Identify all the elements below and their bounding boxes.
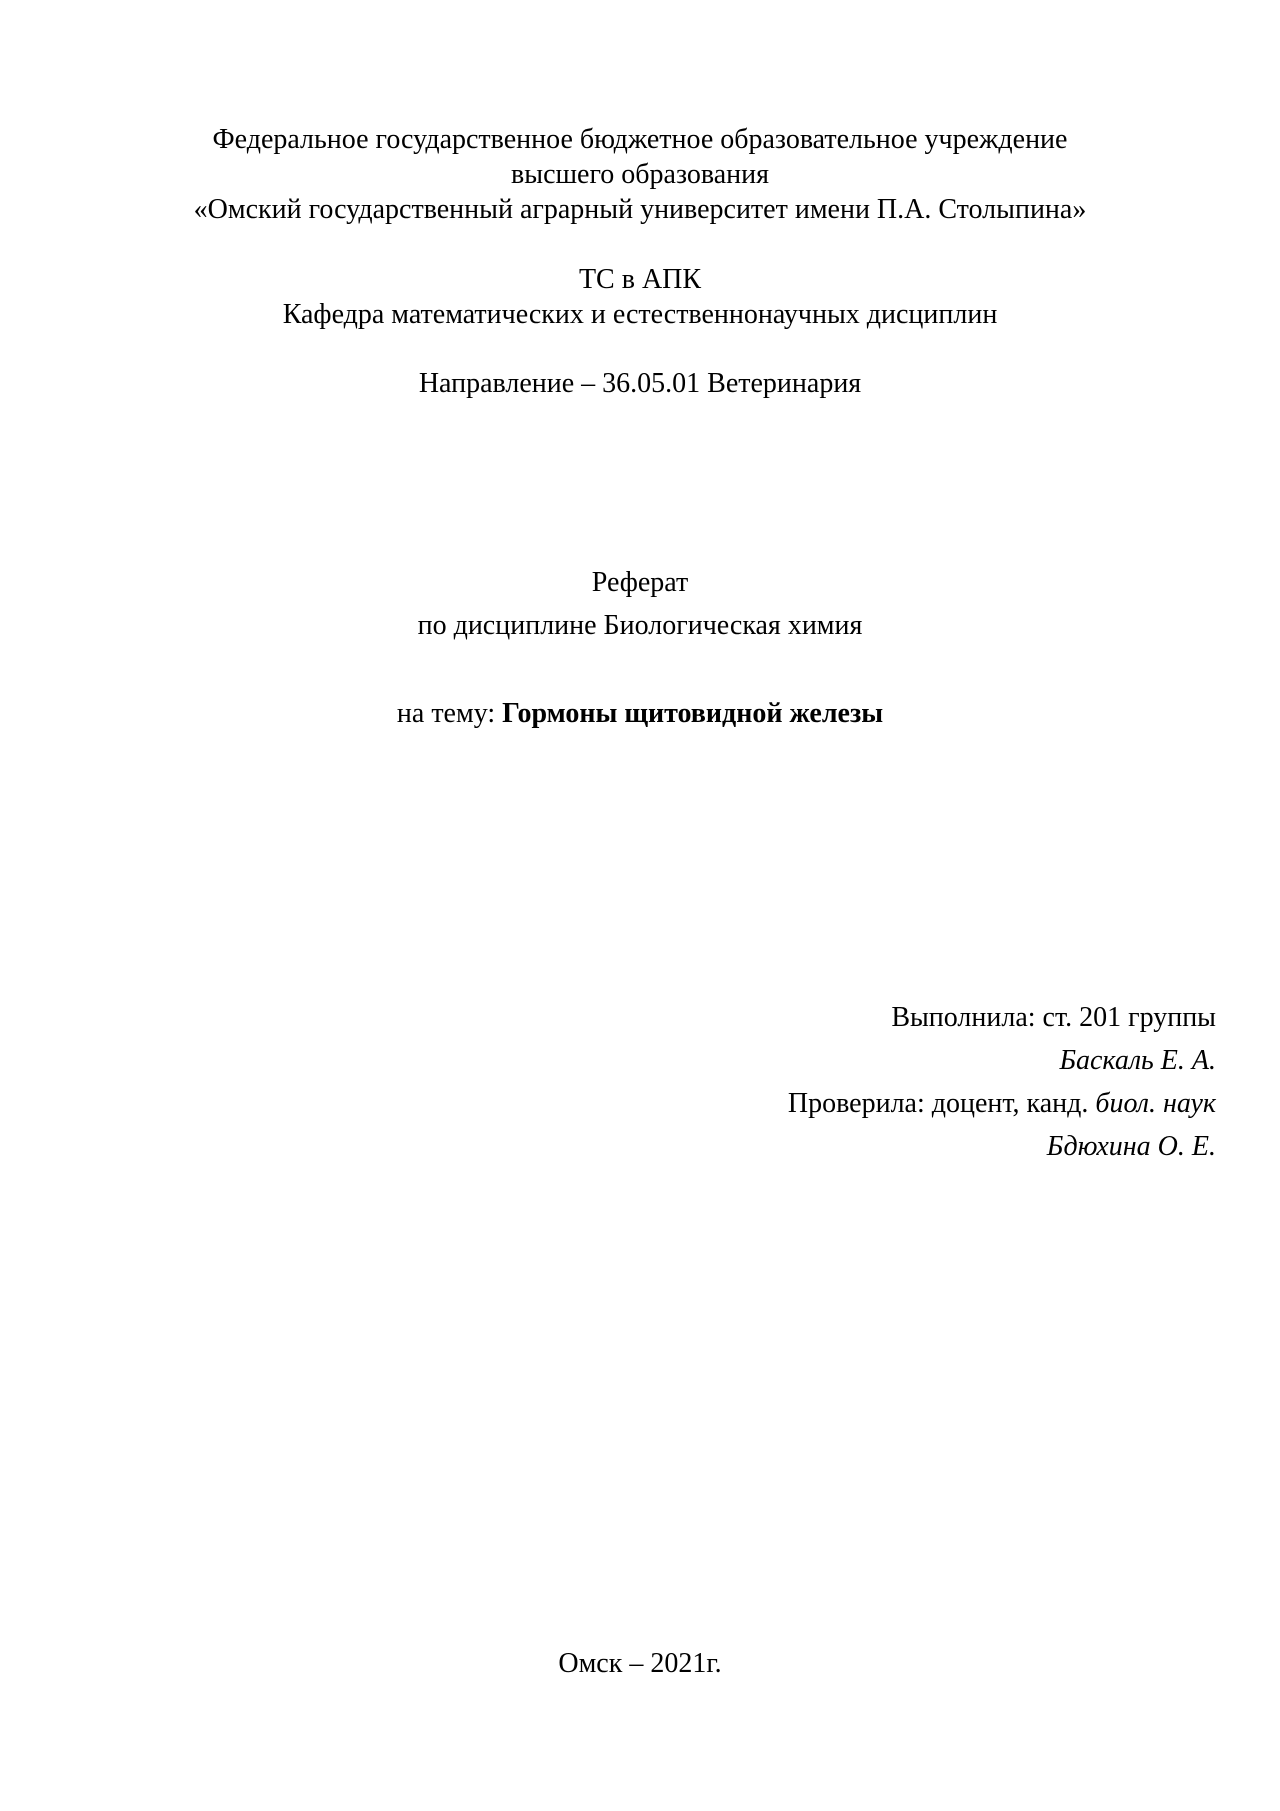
city-year: Омск – 2021г. bbox=[558, 1648, 722, 1679]
checked-degree: биол. наук bbox=[1095, 1088, 1216, 1119]
checked-label: Проверила: доцент, канд. bbox=[787, 1088, 1096, 1119]
work-type: Реферат bbox=[591, 567, 689, 598]
topic-label: на тему: bbox=[396, 698, 503, 729]
student-name: Баскаль Е. А. bbox=[1059, 1045, 1216, 1076]
teacher-name: Бдюхина О. Е. bbox=[1046, 1131, 1216, 1162]
header-line-2: высшего образования bbox=[511, 159, 769, 190]
checked-by bbox=[788, 1087, 1216, 1121]
header-line-3: «Омский государственный аграрный университет имени П.А. Столыпина» bbox=[193, 194, 1087, 225]
department-chair: Кафедра математических и естественнонаучных дисциплин bbox=[282, 299, 998, 330]
performed-by: Выполнила: ст. 201 группы bbox=[891, 1002, 1216, 1033]
topic-title: Гормоны щитовидной железы bbox=[502, 698, 884, 729]
work-discipline: по дисциплине Биологическая химия bbox=[417, 610, 863, 641]
direction: Направление – 36.05.01 Ветеринария bbox=[418, 368, 862, 399]
department-unit: ТС в АПК bbox=[578, 264, 702, 295]
work-topic bbox=[0, 697, 1280, 731]
header-line-1: Федеральное государственное бюджетное образовательное учреждение bbox=[212, 124, 1068, 155]
